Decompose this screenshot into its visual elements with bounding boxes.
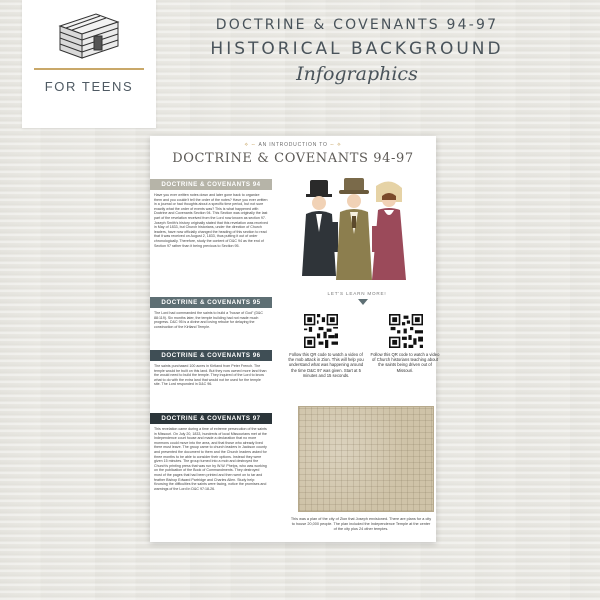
section-97-text: This revelation came during a time of extreme persecution of the saints in Missouri. On July 20, 1833, hundreds of local Missourians met at the Independence court house and made a declaration that no more mormons could move into the area, and that those who already lived there must leave. The group came to church leaders in Jackson county and presented the document to them and the Church leaders asked for three months to be able to consider their options. Instead they were given 15 minutes. The group turned into a mob and destroyed the Church's printing press that was run by W.W. Phelps, who was working on the publication of the Book of Commandments. They destroyed most of the pages that had been printed and then went on to tar and feather Bishop Edward Partridge and Charles Allen. Study help: Knowing the difficulties the saints were facing, notice the promises and warnings of the Lord in D&C 97:18-26. xyxy=(154,427,267,491)
section-97-heading: DOCTRINE & COVENANTS 97 xyxy=(150,413,272,424)
header-subtitle: DOCTRINE & COVENANTS 94-97 xyxy=(215,17,499,33)
learn-more-label: LET'S LEARN MORE! xyxy=(327,291,387,296)
section-96-text: The saints purchased 100 acres in Kirtland from Peter French. The temple would be built on this land. But they now owned more land than the would need to build the temple. They inquired of the Lord to know what to do with the extra land that would not be used for the temple site. The Lord responded in D&C 96. xyxy=(154,364,267,387)
qr-caption-missouri: Follow this QR code to watch a video of Church historians teaching about the saints being driven out of Missouri. xyxy=(370,352,440,373)
cabin-illustration-icon xyxy=(56,6,122,62)
zion-city-plan-image xyxy=(298,406,434,512)
sheet-title: DOCTRINE & COVENANTS 94-97 xyxy=(172,151,414,166)
qr-code-mob-attack[interactable] xyxy=(304,314,338,348)
section-96-heading: DOCTRINE & COVENANTS 96 xyxy=(150,350,272,361)
intro-label: AN INTRODUCTION TO xyxy=(258,142,328,148)
qr-caption-mob-attack: Follow this QR code to watch a video of the mob attack in Zion. This will help you understand what was happening around the time D&C 97 was given. Start at 5 minutes and 15 seconds. xyxy=(288,352,364,378)
section-95-text: The Lord had commanded the saints to build a "house of God" (D&C 88:119). Six months later, the temple building had not made much progress. D&C 95 is a divine and loving rebuke for delaying the construction of the Kirtland Temple. xyxy=(154,311,264,329)
section-94-text: Have you ever written notes down and later gone back to organize them and you couldn't tell the order of the notes? Have you ever written in a journal or had thoughts about a specific time period, but not sure exactly what the order of events was? This is what happened with Doctrine and Covenants Section 94. This Section was originally the last part of the revelation received from the Lord now known as section 97. Joseph Smith's history originally stated that this revelation was received in May of 1833, but Church historians, under the direction of Church leaders, have now officially changed the heading of this section to read that it was received on August 2, 1833, thus putting it out of order chronologically. Therefore, study the content of D&C 94 as the end of Section 97 rather than it being previous to Section 95. xyxy=(154,193,268,248)
pioneers-illustration-icon xyxy=(302,176,422,284)
for-teens-card xyxy=(22,0,156,128)
gold-divider xyxy=(34,68,144,70)
qr-code-missouri[interactable] xyxy=(389,314,423,348)
for-teens-label: FOR TEENS xyxy=(44,79,134,94)
infographic-sheet xyxy=(150,136,440,542)
section-95-heading: DOCTRINE & COVENANTS 95 xyxy=(150,297,272,308)
header-script: Infographics xyxy=(296,63,418,85)
flourish-left-icon: ⟡ ∼ xyxy=(244,142,259,148)
header-title: HISTORICAL BACKGROUND xyxy=(210,39,504,59)
intro-line xyxy=(150,142,436,148)
flourish-right-icon: ∼ ⟡ xyxy=(329,142,342,148)
down-triangle-icon xyxy=(358,299,368,305)
map-caption: This was a plan of the city of Zion that Joseph envisioned. There are plans for a city to house 20,000 people. The plan included the Independence Temple at the center of the city plus 24 other temples. xyxy=(290,517,432,531)
section-94-heading: DOCTRINE & COVENANTS 94 xyxy=(150,179,272,190)
